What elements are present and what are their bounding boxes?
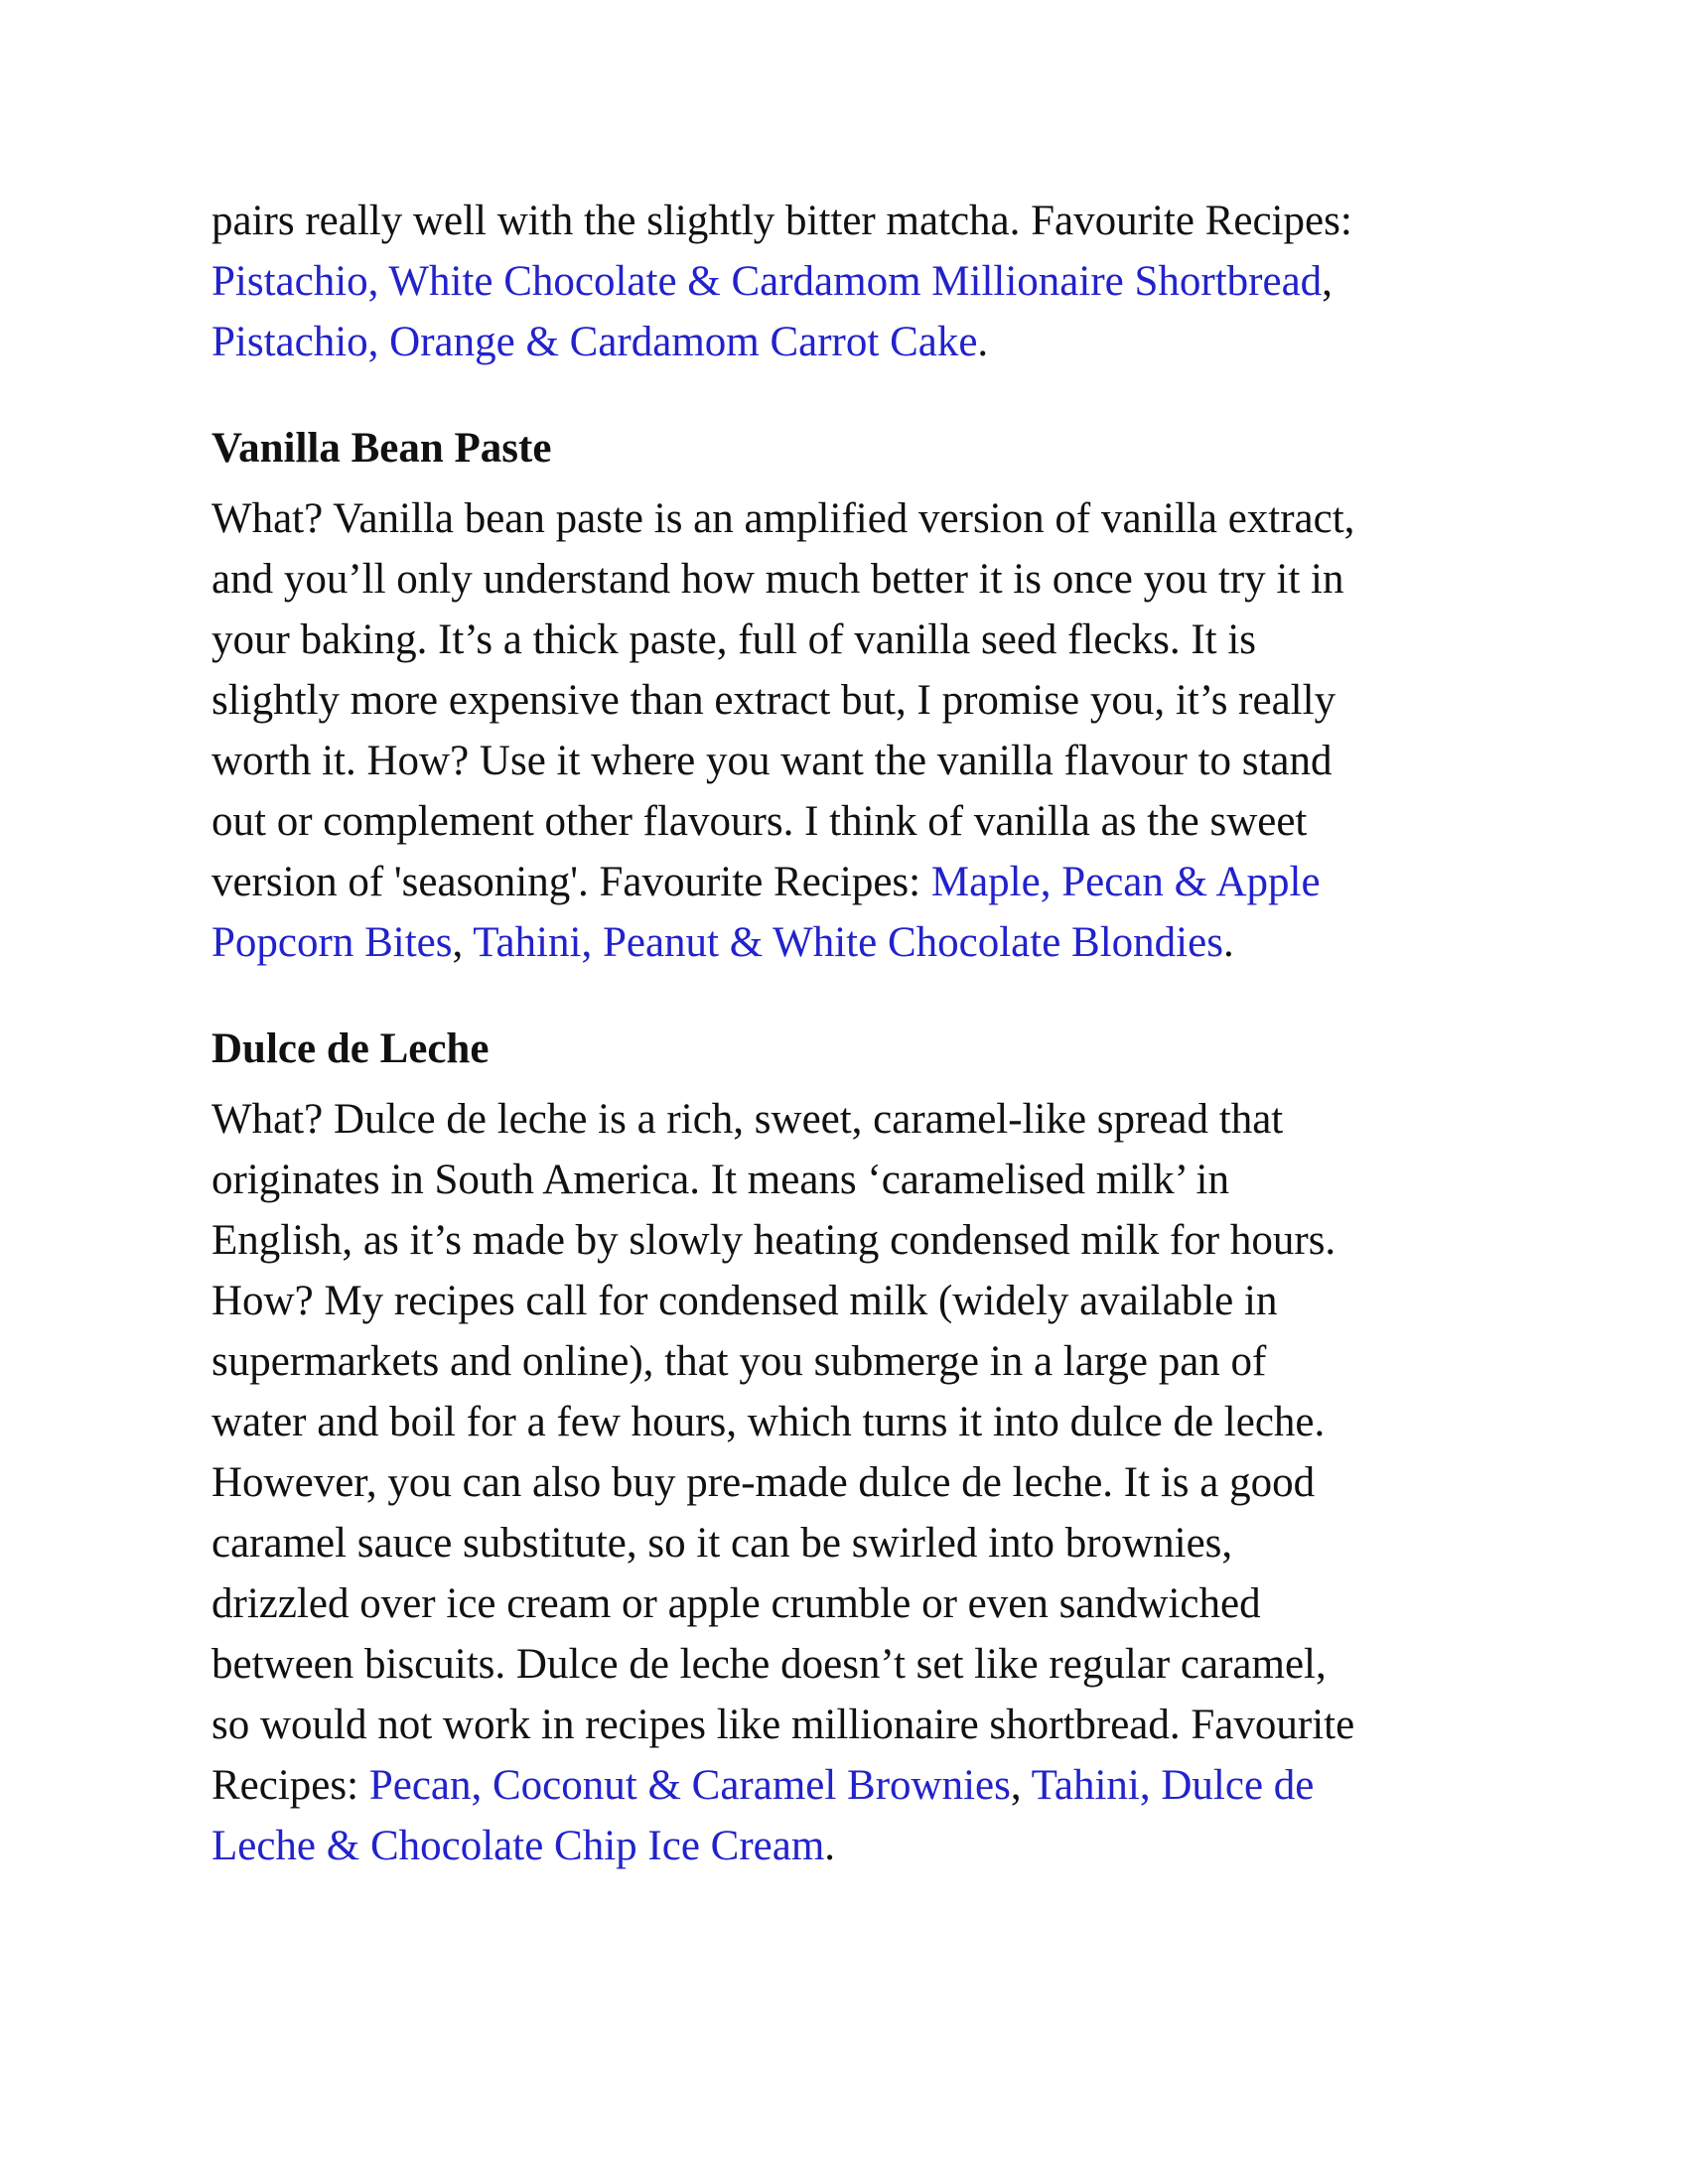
section-heading-dulce-de-leche: Dulce de Leche [211,1025,490,1072]
recipe-link-tahini-peanut-blondies[interactable]: Tahini, Peanut & White Chocolate Blondies [473,919,1223,966]
text-line: supermarkets and online), that you submerge in a large pan of [211,1338,1267,1385]
text-line [211,852,1492,912]
text-line [211,912,1492,973]
text-segment: version of 'seasoning'. Favourite Recipes: [211,859,931,905]
text-line [211,312,1492,372]
text-line [211,251,1492,312]
separator: , [452,919,474,966]
text-line: How? My recipes call for condensed milk (widely available in [211,1278,1278,1324]
text-segment: Recipes: [211,1762,369,1809]
recipe-link-maple-pecan-apple-popcorn-cont[interactable]: Popcorn Bites [211,919,453,966]
text-line: between biscuits. Dulce de leche doesn’t set like regular caramel, [211,1641,1327,1688]
text-line: What? Vanilla bean paste is an amplified version of vanilla extract, [211,495,1355,542]
dulce-paragraph [211,1089,1492,1876]
recipe-link-maple-pecan-apple-popcorn[interactable]: Maple, Pecan & Apple [930,859,1321,905]
text-line [211,1755,1492,1816]
vanilla-paragraph [211,488,1492,973]
recipe-link-pistachio-carrot-cake[interactable]: Pistachio, Orange & Cardamom Carrot Cake [211,319,978,365]
text-line: out or complement other flavours. I think of vanilla as the sweet [211,798,1308,845]
text-line: pairs really well with the slightly bitter matcha. Favourite Recipes: [211,198,1352,244]
text-line [211,1816,1492,1876]
text-line: caramel sauce substitute, so it can be swirled into brownies, [211,1520,1233,1567]
separator: , [1010,1762,1032,1809]
text-line: your baking. It’s a thick paste, full of vanilla seed flecks. It is [211,616,1257,663]
recipe-link-tahini-dulce-ice-cream[interactable]: Tahini, Dulce de [1031,1762,1315,1809]
text-line: and you’ll only understand how much better it is once you try it in [211,556,1344,603]
period: . [977,319,989,365]
intro-paragraph [211,191,1492,372]
period: . [824,1823,836,1869]
recipe-link-pecan-coconut-caramel-brownies[interactable]: Pecan, Coconut & Caramel Brownies [368,1762,1011,1809]
text-line: water and boil for a few hours, which turns it into dulce de leche. [211,1399,1326,1445]
document-page [211,191,1492,1876]
text-line: originates in South America. It means ‘caramelised milk’ in [211,1157,1229,1203]
text-line: English, as it’s made by slowly heating condensed milk for hours. [211,1217,1336,1264]
text-line: so would not work in recipes like millionaire shortbread. Favourite [211,1702,1355,1748]
separator: , [1322,258,1333,305]
text-line: worth it. How? Use it where you want the vanilla flavour to stand [211,738,1333,784]
section-heading-vanilla-bean-paste: Vanilla Bean Paste [211,425,552,472]
recipe-link-tahini-dulce-ice-cream-cont[interactable]: Leche & Chocolate Chip Ice Cream [211,1823,825,1869]
text-line: drizzled over ice cream or apple crumble or even sandwiched [211,1580,1261,1627]
period: . [1222,919,1234,966]
text-line: What? Dulce de leche is a rich, sweet, caramel-like spread that [211,1096,1284,1143]
text-line: slightly more expensive than extract but, I promise you, it’s really [211,677,1336,724]
text-line: However, you can also buy pre-made dulce de leche. It is a good [211,1459,1316,1506]
recipe-link-pistachio-millionaire-shortbread[interactable]: Pistachio, White Chocolate & Cardamom Millionaire Shortbread [211,258,1323,305]
